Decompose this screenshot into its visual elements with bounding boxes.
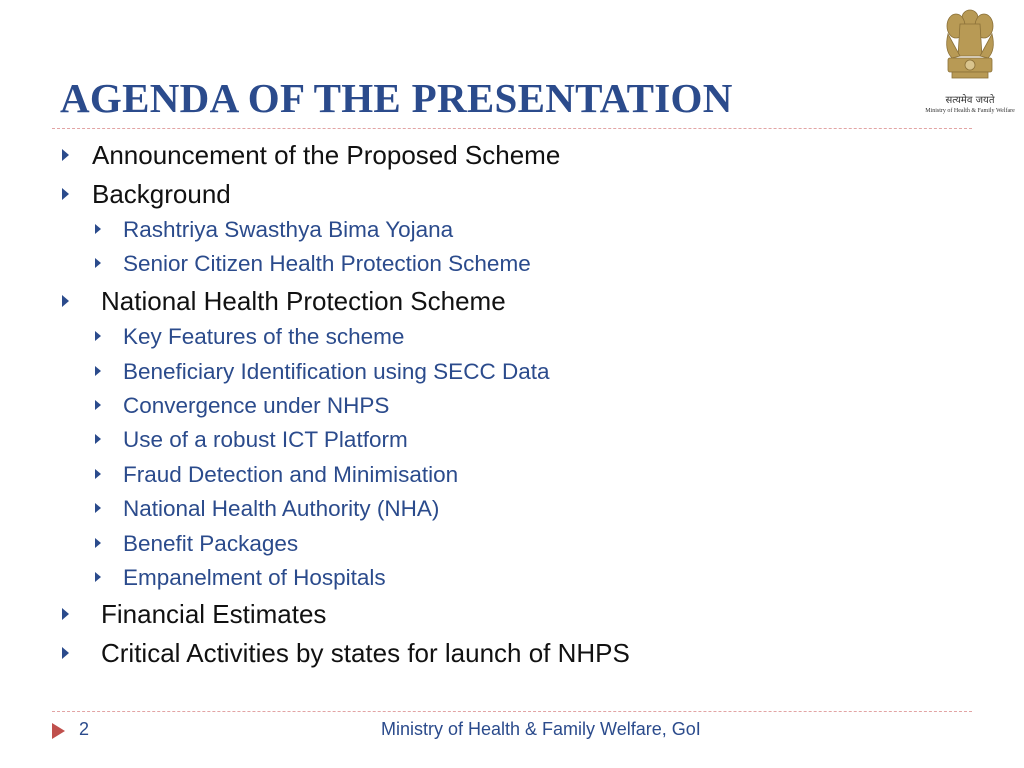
national-emblem-icon xyxy=(934,4,1006,92)
bullet-arrow-icon xyxy=(95,258,101,268)
agenda-item xyxy=(0,136,1000,175)
bullet-arrow-icon xyxy=(95,572,101,582)
bullet-arrow-icon xyxy=(95,331,101,341)
bullet-arrow-icon xyxy=(62,295,69,307)
agenda-item-text: National Health Protection Scheme xyxy=(101,285,506,316)
agenda-subitem-text: National Health Authority (NHA) xyxy=(123,496,440,522)
bullet-arrow-icon xyxy=(95,434,101,444)
agenda-subitem-text: Key Features of the scheme xyxy=(123,324,405,350)
footer-arrow-icon xyxy=(52,723,65,739)
agenda-item xyxy=(0,634,1000,673)
footer-ministry-text: Ministry of Health & Family Welfare, GoI xyxy=(381,719,701,739)
agenda-subitem xyxy=(0,355,1000,389)
agenda-item-text: Financial Estimates xyxy=(101,599,327,630)
bullet-arrow-icon xyxy=(62,149,69,161)
agenda-subitem-text: Use of a robust ICT Platform xyxy=(123,427,408,453)
agenda-item-text: Critical Activities by states for launch of NHPS xyxy=(101,637,630,668)
bullet-arrow-icon xyxy=(95,400,101,410)
agenda-subitem-text: Senior Citizen Health Protection Scheme xyxy=(123,251,531,277)
agenda-item-text: Background xyxy=(92,178,231,209)
agenda-subitem-text: Beneficiary Identification using SECC Data xyxy=(123,358,550,384)
emblem-motto: सत्यमेव जयते xyxy=(945,95,995,106)
agenda-subitem xyxy=(0,527,1000,561)
bullet-arrow-icon xyxy=(62,608,69,620)
agenda-item xyxy=(0,595,1000,634)
agenda-subitem-text: Convergence under NHPS xyxy=(123,393,390,419)
agenda-subitem xyxy=(0,389,1000,423)
emblem-ministry-caption: Ministry of Health & Family Welfare xyxy=(925,108,1015,114)
emblem-logo xyxy=(916,4,1024,120)
agenda-item-text: Announcement of the Proposed Scheme xyxy=(92,140,561,170)
agenda-subitem xyxy=(0,213,1000,247)
bullet-arrow-icon xyxy=(95,366,101,376)
agenda-subitem xyxy=(0,423,1000,457)
agenda-subitem xyxy=(0,561,1000,595)
bullet-arrow-icon xyxy=(95,224,101,234)
bullet-arrow-icon xyxy=(62,188,69,200)
page-number: 2 xyxy=(79,719,90,739)
title-divider xyxy=(52,128,972,129)
agenda-subitem xyxy=(0,320,1000,354)
bullet-arrow-icon xyxy=(95,503,101,513)
agenda-subitem xyxy=(0,247,1000,281)
footer-divider xyxy=(52,711,972,712)
agenda-subitem xyxy=(0,458,1000,492)
agenda-item xyxy=(0,282,1000,321)
bullet-arrow-icon xyxy=(95,469,101,479)
agenda-subitem xyxy=(0,492,1000,526)
bullet-arrow-icon xyxy=(95,538,101,548)
slide-title: AGENDA OF THE PRESENTATION xyxy=(60,75,733,121)
bullet-arrow-icon xyxy=(62,647,69,659)
agenda-subitem-text: Fraud Detection and Minimisation xyxy=(123,461,459,487)
agenda-subitem-text: Empanelment of Hospitals xyxy=(123,565,386,591)
agenda-list xyxy=(0,136,1000,672)
agenda-subitem-text: Rashtriya Swasthya Bima Yojana xyxy=(123,217,454,242)
agenda-item xyxy=(0,175,1000,214)
agenda-subitem-text: Benefit Packages xyxy=(123,530,299,556)
